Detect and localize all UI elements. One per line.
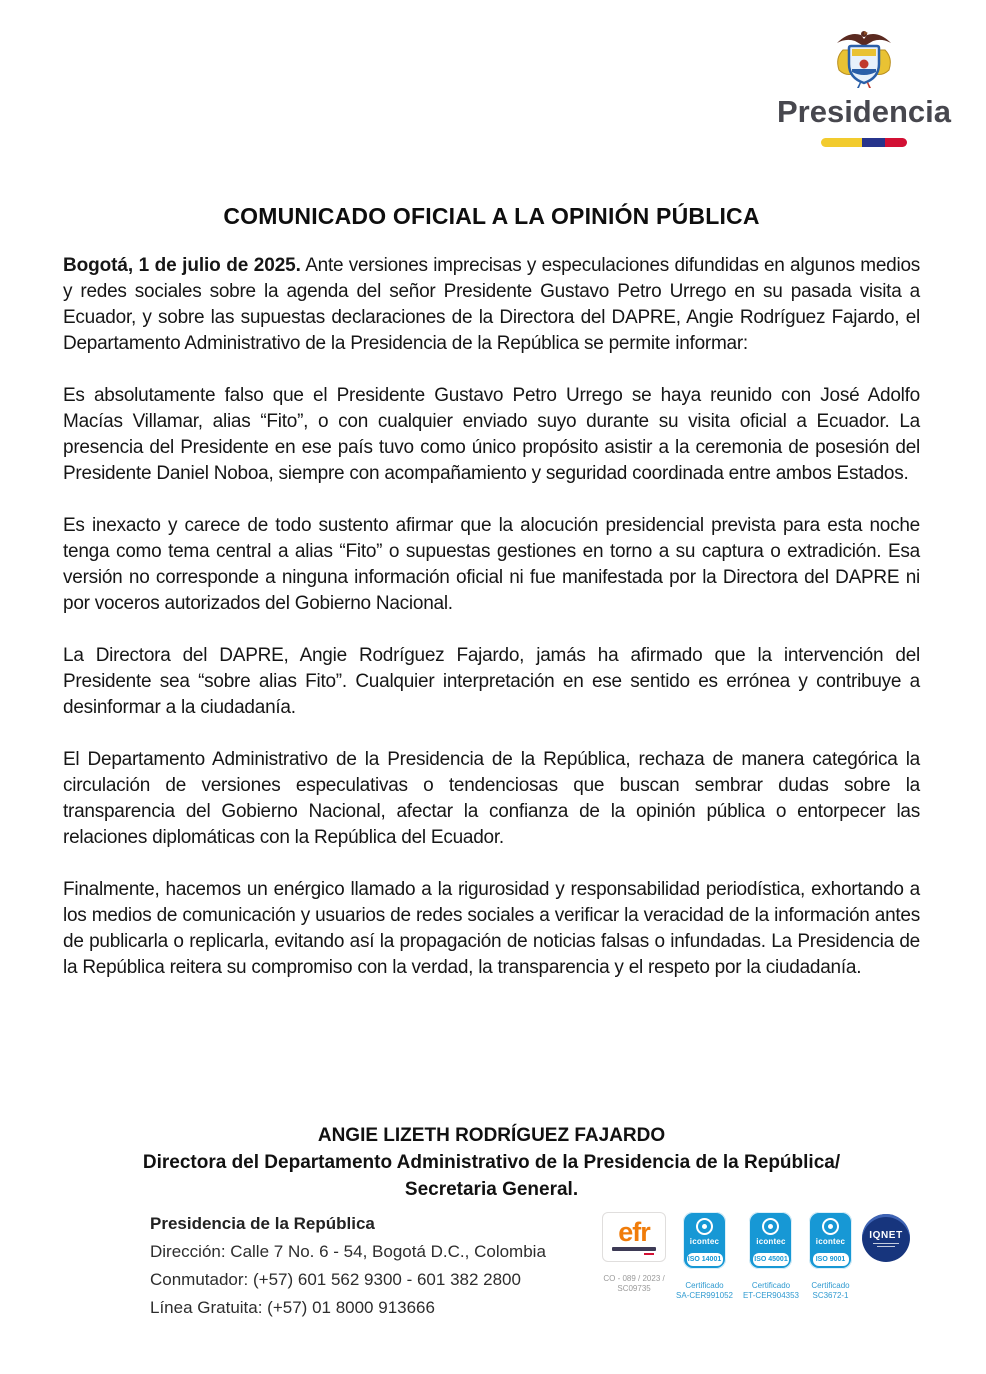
paragraph-1: Bogotá, 1 de julio de 2025. Ante versiones imprecisas y especulaciones difundidas en algunos medios y redes sociales sobre la agenda del señor Presidente Gustavo Petro Urrego en su pasada visita a Ecuador, y sobre las supuestas declaraciones de la Directora del DAPRE, Angie Rodríguez Fajardo, el Departamento Administrativo de la Presidencia de la República se permite informar: <box>63 255 921 354</box>
contact-org: Presidencia de la República <box>150 1214 375 1233</box>
efr-red-mark <box>644 1253 654 1255</box>
signer-role: Directora del Departamento Administrativo de la Presidencia de la República/ <box>142 1152 841 1173</box>
iso-label: ISO 14001 <box>687 1253 723 1266</box>
signer-name: ANGIE LIZETH RODRÍGUEZ FAJARDO <box>317 1125 666 1146</box>
icontec-caption-2: Certificado ET-CER904353 <box>742 1281 799 1300</box>
document-content <box>63 253 920 981</box>
dateline: Bogotá, 1 de julio de 2025. <box>63 255 301 276</box>
iqnet-deco-line <box>877 1246 895 1247</box>
paragraph-3: Es inexacto y carece de todo sustento afirmar que la alocución presidencial prevista para esta noche tenga como tema central a alias “Fito” o supuestas gestiones en torno a su captura o extradición. Esa versión no corresponde a ninguna información oficial ni fue manifestada por la Directora del DAPRE ni por voceros autorizados del Gobierno Nacional. <box>63 515 920 614</box>
icontec-badge: icontec ISO 14001 <box>683 1212 726 1269</box>
iqnet-certification <box>862 1212 910 1262</box>
document-body <box>63 203 920 1007</box>
flag-red-segment <box>885 138 907 147</box>
icontec-gear-icon <box>696 1218 713 1235</box>
icontec-caption-3: Certificado SC3672-1 <box>811 1281 850 1300</box>
efr-tagline-bar <box>612 1247 656 1251</box>
icontec-caption-1: Certificado SA-CER991052 <box>676 1281 733 1300</box>
icontec-badge: icontec ISO 9001 <box>809 1212 852 1269</box>
flag-blue-segment <box>862 138 885 147</box>
certification-logos <box>602 1212 910 1301</box>
paragraph-6: Finalmente, hacemos un enérgico llamado a la rigurosidad y responsabilidad periodística, exhortando a los medios de comunicación y usuarios de redes sociales a verificar la veracidad de la información antes de publicarla o replicarla, evitando así la propagación de noticias falsas o infundadas. La Presidencia de la República reitera su compromiso con la verdad, la transparencia y el respeto por la ciudadanía. <box>63 879 920 978</box>
icontec-certification-1 <box>676 1212 733 1301</box>
signer-role-2: Secretaria General. <box>404 1179 579 1200</box>
colombia-flag-stripe <box>821 138 907 147</box>
signature-block <box>63 1122 920 1203</box>
icontec-certification-3 <box>809 1212 852 1301</box>
efr-logo-text: efr <box>618 1217 650 1247</box>
iso-label: ISO 9001 <box>813 1253 849 1266</box>
paragraph-2: Es absolutamente falso que el Presidente Gustavo Petro Urrego se haya reunido con José Adolfo Macías Villamar, alias “Fito”, o con cualquier enviado suyo durante su visita oficial a Ecuador. La presencia del Presidente en ese país tuvo como único propósito asistir a la ceremonia de posesión del Presidente Daniel Noboa, siempre con acompañamiento y seguridad coordinada entre ambos Estados. <box>63 385 920 484</box>
document-title: COMUNICADO OFICIAL A LA OPINIÓN PÚBLICA <box>223 203 760 229</box>
contact-address: Dirección: Calle 7 No. 6 - 54, Bogotá D.C., Colombia <box>150 1242 546 1261</box>
icontec-gear-icon <box>822 1218 839 1235</box>
contact-block <box>150 1210 546 1322</box>
paragraph-5: El Departamento Administrativo de la Presidencia de la República, rechaza de manera categórica la circulación de versiones especulativas o tendenciosas que buscan sembrar dudas sobre la transparencia del Gobierno Nacional, afectar la confianza de la opinión pública o entorpecer las relaciones diplomáticas con la República del Ecuador. <box>63 749 920 848</box>
iso-label: ISO 45001 <box>753 1253 789 1266</box>
contact-toll-free: Línea Gratuita: (+57) 01 8000 913666 <box>150 1298 435 1317</box>
paragraph-4: La Directora del DAPRE, Angie Rodríguez Fajardo, jamás ha afirmado que la intervención del Presidente sea “sobre alias Fito”. Cualquier interpretación en ese sentido es errónea y contribuye a desinformar a la ciudadanía. <box>63 645 920 718</box>
icontec-badge: icontec ISO 45001 <box>749 1212 792 1269</box>
presidencia-logo <box>758 26 970 147</box>
iqnet-deco-line <box>873 1243 899 1244</box>
coat-of-arms-icon <box>827 26 901 92</box>
icontec-gear-icon <box>762 1218 779 1235</box>
contact-switchboard: Conmutador: (+57) 601 562 9300 - 601 382 2800 <box>150 1270 521 1289</box>
brand-name: Presidencia <box>776 94 952 129</box>
flag-yellow-segment <box>821 138 862 147</box>
iqnet-globe-icon: IQNET <box>862 1214 910 1262</box>
efr-caption: CO - 089 / 2023 / SC09735 <box>603 1274 665 1293</box>
efr-logo <box>602 1212 666 1262</box>
icontec-certification-2 <box>743 1212 799 1301</box>
efr-certification <box>602 1212 666 1294</box>
